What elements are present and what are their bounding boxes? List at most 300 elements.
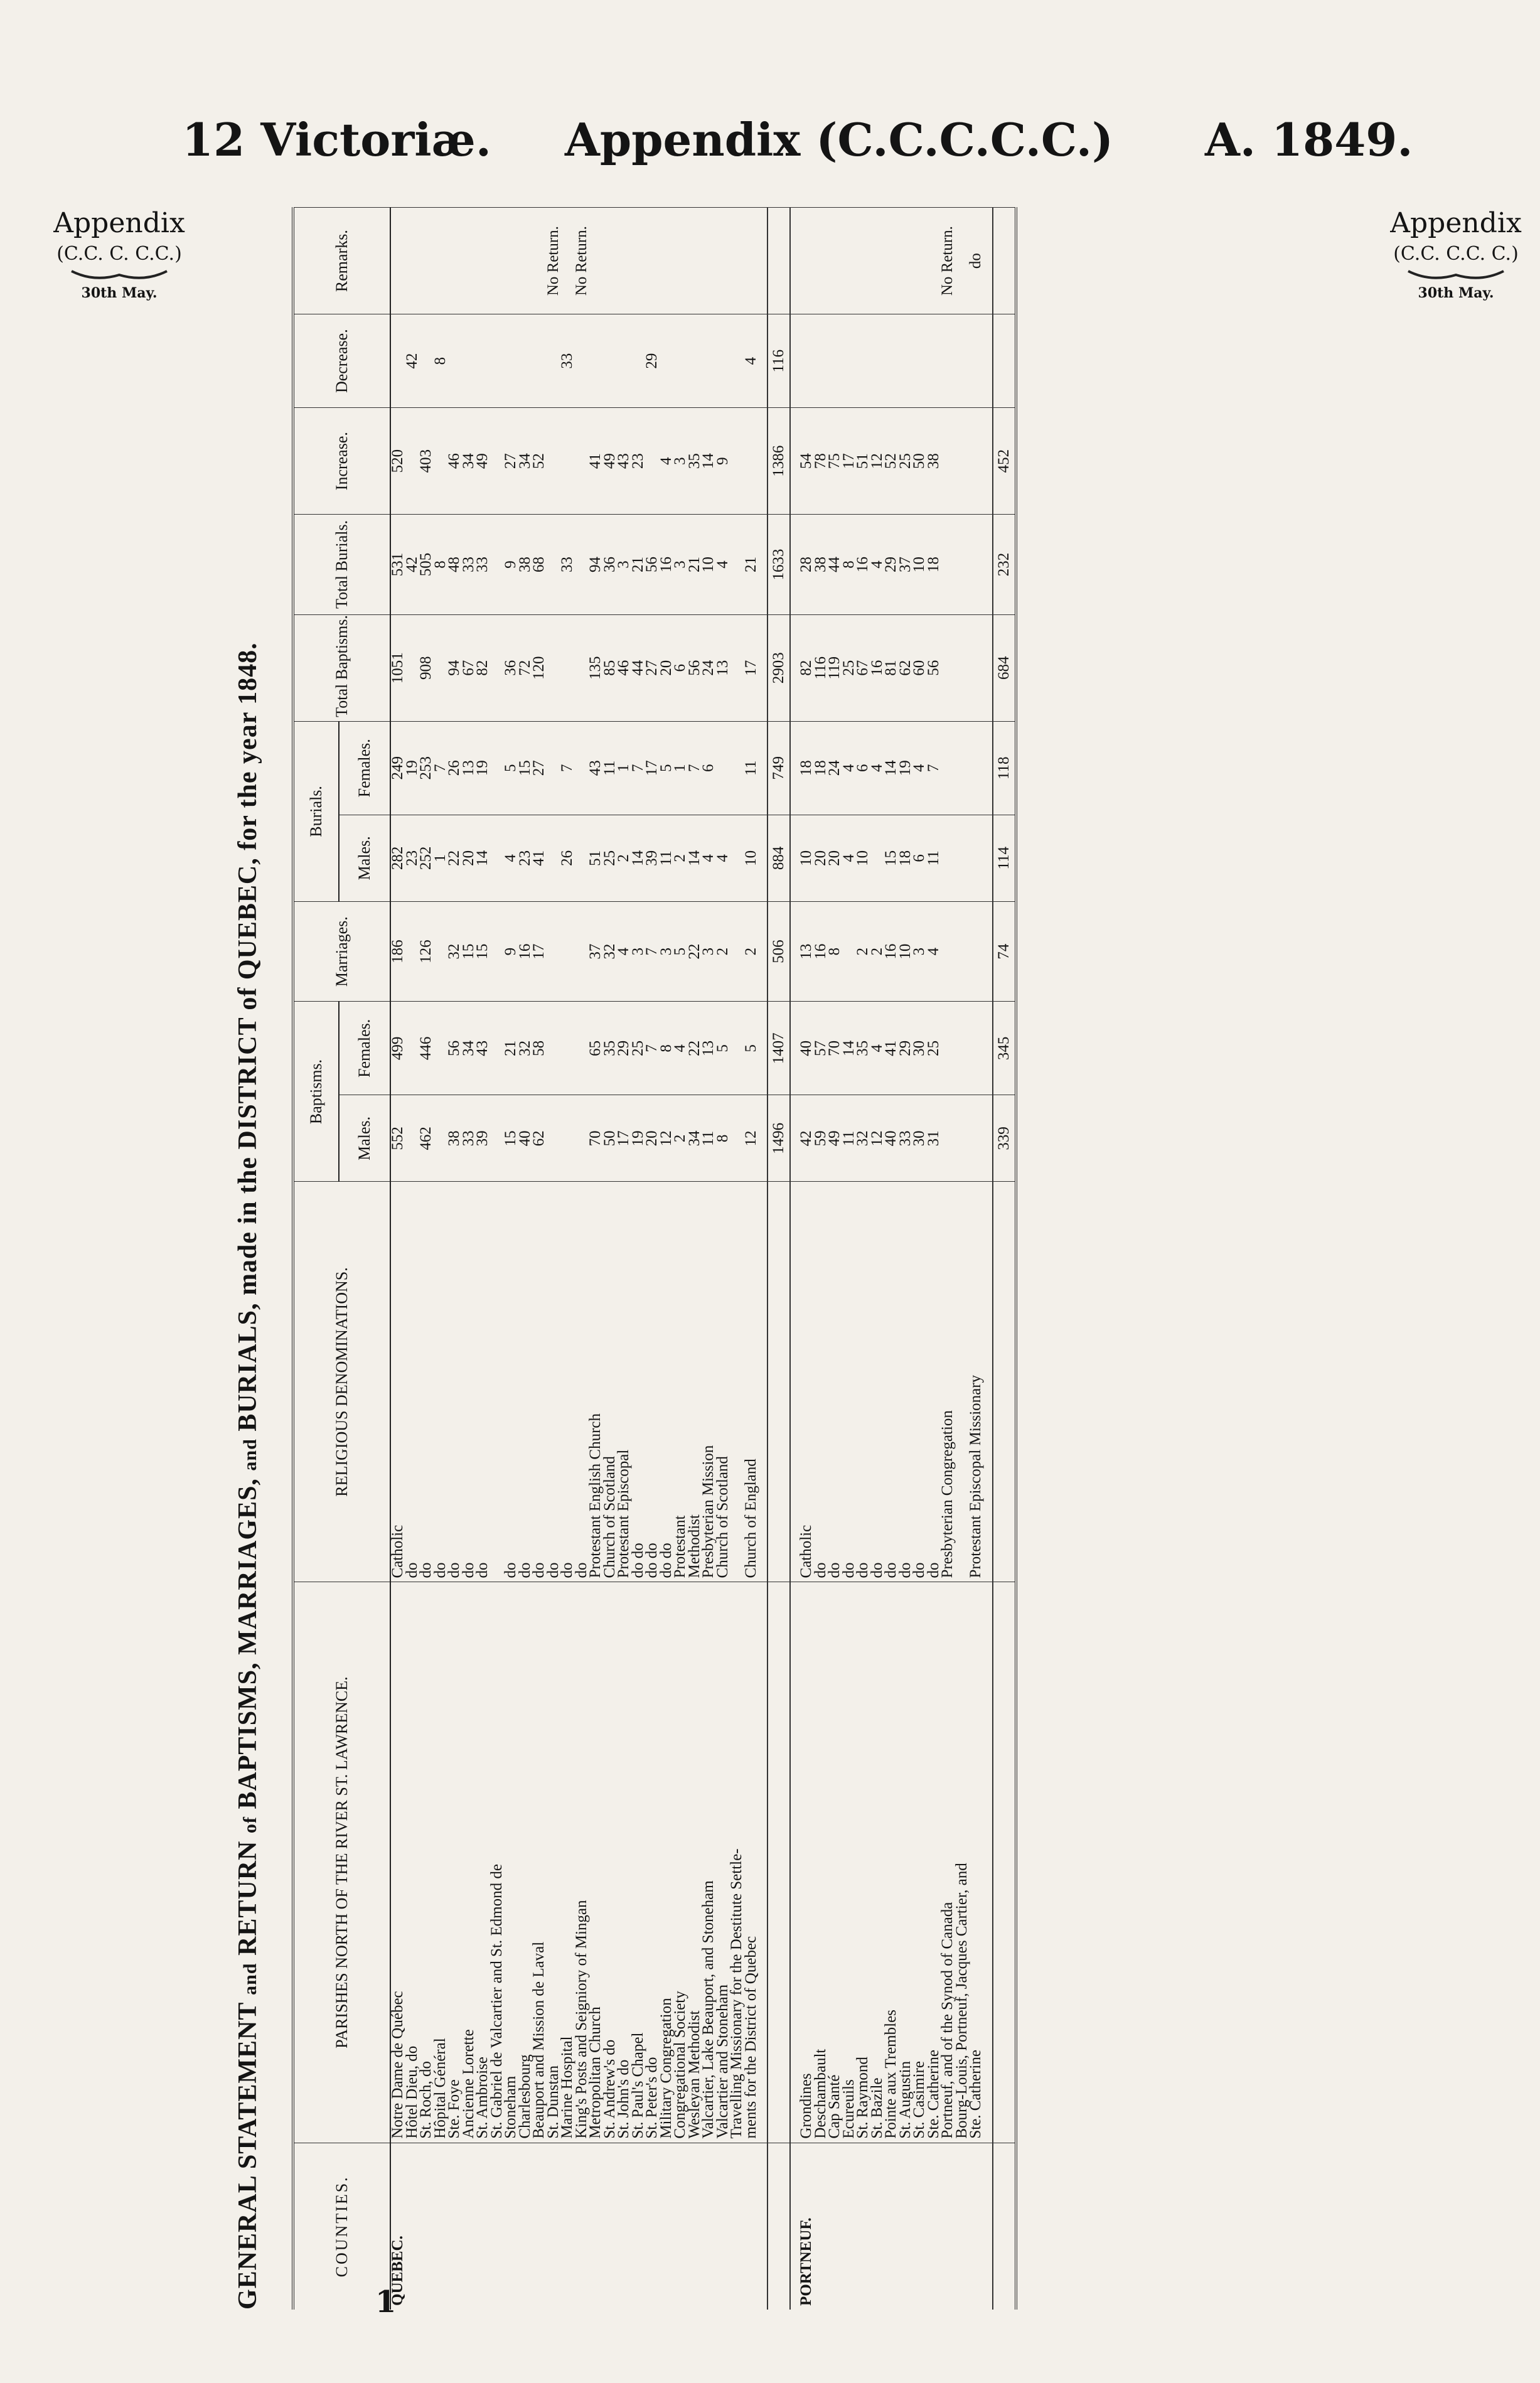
county-cell [504, 2143, 518, 2310]
value-cell: 23 [518, 815, 533, 901]
value-cell: 3 [673, 408, 688, 515]
value-cell: 11 [744, 721, 759, 815]
denomination-cell: do [419, 1182, 434, 1582]
value-cell [941, 1002, 955, 1095]
county-cell [476, 2143, 490, 2310]
value-cell: 6 [912, 815, 927, 901]
parish-cell: ments for the District of Quebec [744, 1582, 759, 2143]
value-cell: 4 [702, 815, 716, 901]
spacer-row [758, 208, 767, 2310]
denomination-cell: Church of England [744, 1182, 759, 1582]
value-cell [955, 314, 970, 408]
county-cell [744, 2143, 759, 2310]
value-cell: 21 [631, 515, 646, 614]
spacer-cell [790, 1182, 799, 1582]
county-cell [899, 2143, 913, 2310]
remarks-cell [899, 208, 913, 314]
county-cell: PORTNEUF. [799, 2143, 814, 2310]
col-total-burials: Total Burials. [293, 515, 390, 614]
total-cell: 1633 [767, 515, 790, 614]
value-cell [955, 408, 970, 515]
denomination-cell: do [405, 1182, 420, 1582]
remarks-cell [617, 208, 631, 314]
total-cell [993, 314, 1016, 408]
county-cell [842, 2143, 857, 2310]
table-row [532, 208, 547, 2310]
spacer-row [790, 208, 799, 2310]
county-cell [814, 2143, 828, 2310]
value-cell [941, 314, 955, 408]
value-cell: 17 [617, 1095, 631, 1182]
side-note-date: 30th May. [81, 285, 158, 301]
value-cell: 19 [405, 721, 420, 815]
value-cell: 49 [603, 408, 618, 515]
value-cell [462, 314, 476, 408]
remarks-cell: No Return. [547, 208, 561, 314]
spacer-cell [983, 2143, 993, 2310]
spacer-cell [758, 2143, 767, 2310]
value-cell: 2 [744, 901, 759, 1001]
value-cell: 25 [842, 614, 857, 721]
value-cell: 3 [617, 515, 631, 614]
denomination-cell: Protestant Episcopal Missionary [969, 1182, 983, 1582]
value-cell [390, 314, 405, 408]
remarks-cell [504, 208, 518, 314]
remarks-cell [462, 208, 476, 314]
value-cell [547, 614, 561, 721]
remarks-cell [842, 208, 857, 314]
side-note-right [1381, 207, 1531, 301]
value-cell: 25 [899, 408, 913, 515]
header-left: 12 Victoriæ. [182, 113, 491, 166]
parish-cell: St. Peter's do [645, 1582, 660, 2143]
value-cell: 13 [462, 721, 476, 815]
parish-cell: Ste. Catherine [927, 1582, 941, 2143]
denomination-cell: do [899, 1182, 913, 1582]
value-cell: 7 [645, 901, 660, 1001]
value-cell: 12 [870, 408, 885, 515]
spacer-cell [983, 1002, 993, 1095]
side-note-title: Appendix [1390, 207, 1522, 239]
value-cell: 3 [912, 901, 927, 1001]
remarks-cell [405, 208, 420, 314]
value-cell [899, 314, 913, 408]
value-cell: 18 [814, 721, 828, 815]
county-cell [660, 2143, 674, 2310]
value-cell [842, 314, 857, 408]
total-cell: 2903 [767, 614, 790, 721]
value-cell: 11 [927, 815, 941, 901]
value-cell: 33 [462, 515, 476, 614]
value-cell: 40 [799, 1002, 814, 1095]
col-total-baptisms: Total Baptisms. [293, 614, 390, 721]
county-cell [560, 2143, 575, 2310]
value-cell [560, 901, 575, 1001]
denomination-cell: do [447, 1182, 462, 1582]
parish-cell: St. Paul's Chapel [631, 1582, 646, 2143]
value-cell: 56 [645, 515, 660, 614]
parish-cell: Marine Hospital [560, 1582, 575, 2143]
value-cell: 15 [462, 901, 476, 1001]
remarks-cell [390, 208, 405, 314]
county-cell [631, 2143, 646, 2310]
county-cell [856, 2143, 870, 2310]
value-cell: 18 [927, 515, 941, 614]
value-cell: 505 [419, 515, 434, 614]
value-cell: 14 [842, 1002, 857, 1095]
value-cell: 52 [884, 408, 899, 515]
value-cell: 22 [688, 1002, 702, 1095]
value-cell: 81 [884, 614, 899, 721]
remarks-cell [673, 208, 688, 314]
value-cell: 19 [476, 721, 490, 815]
value-cell: 42 [799, 1095, 814, 1182]
spacer-cell [983, 901, 993, 1001]
value-cell [828, 314, 842, 408]
total-cell: 1407 [767, 1002, 790, 1095]
value-cell [927, 314, 941, 408]
parish-cell: Grondines [799, 1582, 814, 2143]
value-cell: 13 [702, 1002, 716, 1095]
remarks-cell [447, 208, 462, 314]
value-cell: 4 [870, 515, 885, 614]
value-cell: 4 [504, 815, 518, 901]
remarks-cell [884, 208, 899, 314]
value-cell [941, 721, 955, 815]
total-cell: 74 [993, 901, 1016, 1001]
value-cell: 16 [814, 901, 828, 1001]
value-cell: 10 [912, 515, 927, 614]
title-part: BAPTISMS, MARRIAGES, [233, 1478, 262, 1809]
value-cell [702, 314, 716, 408]
value-cell: 14 [702, 408, 716, 515]
value-cell: 2 [870, 901, 885, 1001]
parish-cell: St. Andrew's do [603, 1582, 618, 2143]
value-cell [447, 314, 462, 408]
spacer-cell [983, 1582, 993, 2143]
value-cell: 14 [631, 815, 646, 901]
value-cell: 29 [884, 515, 899, 614]
remarks-cell [856, 208, 870, 314]
value-cell [941, 614, 955, 721]
col-decrease: Decrease. [293, 314, 390, 408]
value-cell [969, 901, 983, 1001]
col-baptism-males: Males. [339, 1095, 390, 1182]
table-row [799, 208, 814, 2310]
remarks-cell [912, 208, 927, 314]
value-cell: 908 [419, 614, 434, 721]
value-cell: 57 [814, 1002, 828, 1095]
value-cell: 16 [518, 901, 533, 1001]
value-cell: 15 [518, 721, 533, 815]
value-cell: 34 [518, 408, 533, 515]
table-row [547, 208, 561, 2310]
parish-cell: Valcartier, Lake Beauport, and Stoneham [702, 1582, 716, 2143]
value-cell: 50 [603, 1095, 618, 1182]
total-cell: 884 [767, 815, 790, 901]
value-cell: 7 [927, 721, 941, 815]
value-cell: 12 [744, 1095, 759, 1182]
totals-blank-cell [993, 2143, 1016, 2310]
value-cell: 40 [884, 1095, 899, 1182]
county-cell [532, 2143, 547, 2310]
value-cell: 16 [884, 901, 899, 1001]
table-row [912, 208, 927, 2310]
value-cell: 82 [476, 614, 490, 721]
denomination-cell: do do [631, 1182, 646, 1582]
value-cell: 2 [673, 1095, 688, 1182]
value-cell: 552 [390, 1095, 405, 1182]
value-cell: 5 [504, 721, 518, 815]
value-cell: 2 [617, 815, 631, 901]
value-cell [941, 815, 955, 901]
value-cell: 46 [447, 408, 462, 515]
value-cell: 32 [447, 901, 462, 1001]
parish-cell: St. Roch, do [419, 1582, 434, 2143]
spacer-cell [758, 1182, 767, 1582]
value-cell: 5 [673, 901, 688, 1001]
value-cell [575, 314, 589, 408]
value-cell [969, 721, 983, 815]
value-cell: 4 [673, 1002, 688, 1095]
value-cell: 62 [532, 1095, 547, 1182]
value-cell: 22 [688, 901, 702, 1001]
value-cell: 8 [434, 314, 448, 408]
rotated-return-table [213, 207, 1381, 2310]
spacer-cell [983, 815, 993, 901]
total-cell [767, 208, 790, 314]
value-cell: 59 [814, 1095, 828, 1182]
value-cell: 56 [447, 1002, 462, 1095]
value-cell: 2 [673, 815, 688, 901]
value-cell: 531 [390, 515, 405, 614]
county-cell [405, 2143, 420, 2310]
value-cell: 10 [799, 815, 814, 901]
value-cell [660, 314, 674, 408]
value-cell: 35 [603, 1002, 618, 1095]
value-cell: 3 [702, 901, 716, 1001]
header-center: Appendix (C.C.C.C.C.) [565, 113, 1114, 166]
remarks-cell [799, 208, 814, 314]
county-cell [688, 2143, 702, 2310]
remarks-cell [716, 208, 730, 314]
county-cell [955, 2143, 970, 2310]
value-cell: 7 [688, 721, 702, 815]
value-cell: 20 [828, 815, 842, 901]
value-cell: 22 [447, 815, 462, 901]
value-cell: 50 [912, 408, 927, 515]
totals-blank-cell [993, 1582, 1016, 2143]
county-cell [434, 2143, 448, 2310]
parish-cell: Ancienne Lorette [462, 1582, 476, 2143]
value-cell: 4 [870, 1002, 885, 1095]
denomination-cell: do [476, 1182, 490, 1582]
value-cell: 15 [504, 1095, 518, 1182]
totals-blank-cell [767, 1582, 790, 2143]
value-cell: 3 [660, 901, 674, 1001]
col-burials: Burials. [293, 721, 339, 901]
value-cell: 4 [744, 314, 759, 408]
value-cell [969, 515, 983, 614]
value-cell: 1 [617, 721, 631, 815]
table-row [814, 208, 828, 2310]
value-cell: 7 [645, 1002, 660, 1095]
table-row [434, 208, 448, 2310]
value-cell: 34 [462, 1002, 476, 1095]
value-cell [969, 614, 983, 721]
value-cell: 29 [899, 1002, 913, 1095]
denomination-cell: Protestant Episcopal [617, 1182, 631, 1582]
spacer-cell [758, 815, 767, 901]
col-religious: RELIGIOUS DENOMINATIONS. [293, 1182, 390, 1582]
value-cell: 21 [744, 515, 759, 614]
denomination-cell: Presbyterian Congregation [941, 1182, 955, 1582]
value-cell: 38 [518, 515, 533, 614]
parish-cell: Notre Dame de Québec [390, 1582, 405, 2143]
table-row [490, 208, 505, 2310]
value-cell: 49 [476, 408, 490, 515]
spacer-cell [758, 515, 767, 614]
value-cell: 21 [504, 1002, 518, 1095]
value-cell: 24 [828, 721, 842, 815]
county-cell [884, 2143, 899, 2310]
parish-cell: Ecureuils [842, 1582, 857, 2143]
spacer-cell [983, 408, 993, 515]
value-cell: 41 [532, 815, 547, 901]
col-marriages: Marriages. [293, 901, 390, 1001]
denomination-cell: do [856, 1182, 870, 1582]
value-cell [560, 614, 575, 721]
value-cell [547, 1095, 561, 1182]
value-cell: 60 [912, 614, 927, 721]
value-cell: 4 [842, 721, 857, 815]
value-cell: 28 [799, 515, 814, 614]
denomination-cell [490, 1182, 505, 1582]
denomination-cell: do [842, 1182, 857, 1582]
county-cell [518, 2143, 533, 2310]
spacer-cell [983, 208, 993, 314]
value-cell: 42 [405, 314, 420, 408]
value-cell: 14 [688, 815, 702, 901]
spacer-cell [790, 314, 799, 408]
parish-cell: Hôtel Dieu, do [405, 1582, 420, 2143]
remarks-cell [434, 208, 448, 314]
header-right: A. 1849. [1205, 113, 1413, 166]
total-cell: 345 [993, 1002, 1016, 1095]
value-cell [799, 314, 814, 408]
value-cell: 29 [617, 1002, 631, 1095]
county-cell [617, 2143, 631, 2310]
col-burial-males: Males. [339, 815, 390, 901]
denomination-cell: do [547, 1182, 561, 1582]
county-cell [490, 2143, 505, 2310]
spacer-cell [790, 1582, 799, 2143]
value-cell [969, 1095, 983, 1182]
value-cell [955, 1002, 970, 1095]
denomination-cell: do [884, 1182, 899, 1582]
spacer-cell [758, 1582, 767, 2143]
spacer-cell [758, 1095, 767, 1182]
spacer-cell [758, 208, 767, 314]
value-cell: 33 [899, 1095, 913, 1182]
value-cell: 35 [856, 1002, 870, 1095]
value-cell: 75 [828, 408, 842, 515]
value-cell: 11 [603, 721, 618, 815]
table-row [856, 208, 870, 2310]
value-cell: 282 [390, 815, 405, 901]
value-cell: 26 [447, 721, 462, 815]
value-cell: 34 [688, 1095, 702, 1182]
value-cell [941, 901, 955, 1001]
value-cell: 4 [870, 721, 885, 815]
county-cell [603, 2143, 618, 2310]
spacer-cell [758, 408, 767, 515]
value-cell: 126 [419, 901, 434, 1001]
spacer-cell [758, 614, 767, 721]
value-cell: 35 [688, 408, 702, 515]
value-cell: 37 [589, 901, 603, 1001]
totals-blank-cell [767, 2143, 790, 2310]
value-cell: 33 [560, 515, 575, 614]
county-cell [645, 2143, 660, 2310]
value-cell: 85 [603, 614, 618, 721]
value-cell: 33 [462, 1095, 476, 1182]
total-cell: 339 [993, 1095, 1016, 1182]
value-cell: 29 [645, 314, 660, 408]
value-cell: 446 [419, 1002, 434, 1095]
spacer-cell [983, 721, 993, 815]
value-cell [560, 1002, 575, 1095]
spacer-cell [758, 901, 767, 1001]
value-cell [504, 314, 518, 408]
parish-cell: Beauport and Mission de Laval [532, 1582, 547, 2143]
value-cell: 4 [617, 901, 631, 1001]
total-cell [993, 208, 1016, 314]
denomination-cell: do [814, 1182, 828, 1582]
value-cell: 39 [476, 1095, 490, 1182]
title-part: RETURN [233, 1840, 262, 1956]
remarks-cell [603, 208, 618, 314]
value-cell: 2 [716, 901, 730, 1001]
county-cell [575, 2143, 589, 2310]
value-cell [955, 1095, 970, 1182]
remarks-cell [688, 208, 702, 314]
side-note-code: (C.C. C. C.C.) [56, 243, 182, 265]
value-cell [969, 815, 983, 901]
value-cell: 403 [419, 408, 434, 515]
value-cell [969, 1002, 983, 1095]
value-cell [716, 314, 730, 408]
value-cell [547, 901, 561, 1001]
value-cell: 78 [814, 408, 828, 515]
table-row [842, 208, 857, 2310]
title-part: GENERAL STATEMENT [233, 2002, 262, 2310]
county-cell [941, 2143, 955, 2310]
value-cell: 20 [814, 815, 828, 901]
spacer-cell [983, 614, 993, 721]
value-cell: 36 [504, 614, 518, 721]
value-cell [603, 314, 618, 408]
value-cell: 32 [518, 1002, 533, 1095]
value-cell: 14 [884, 721, 899, 815]
value-cell: 25 [927, 1002, 941, 1095]
county-cell [673, 2143, 688, 2310]
value-cell: 11 [702, 1095, 716, 1182]
parish-cell: Hôpital Général [434, 1582, 448, 2143]
value-cell: 44 [631, 614, 646, 721]
remarks-cell: No Return. [575, 208, 589, 314]
value-cell [912, 314, 927, 408]
